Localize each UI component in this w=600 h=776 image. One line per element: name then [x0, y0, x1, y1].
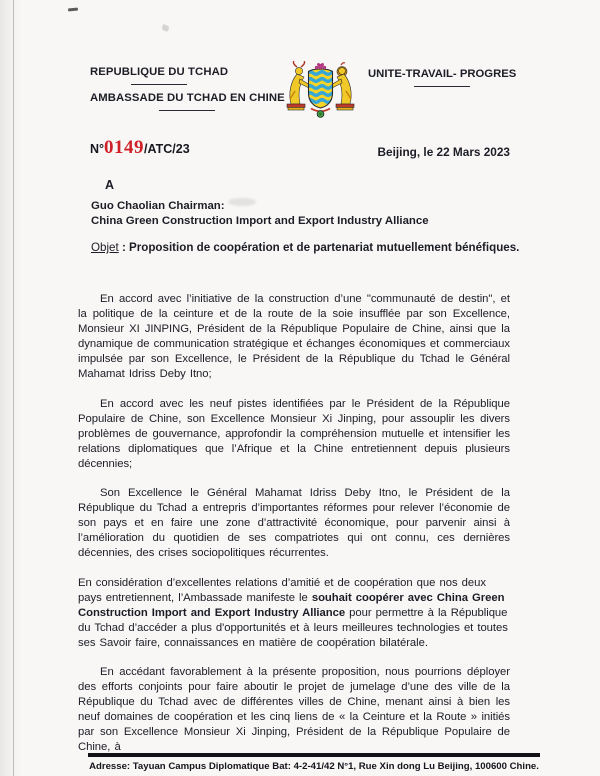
ref-prefix: N° — [90, 142, 105, 156]
subject-text: : Proposition de coopération et de partenariat mutuellement bénéfiques. — [118, 241, 520, 254]
scan-artifact-fleck — [161, 24, 170, 32]
paragraph-1: En accord avec l’initiative de la construction d’une "communauté de destin", et la politique de la ceinture et de la route de la soie insufflée par son Excellence, Monsieur XI JINPING, Président de la République Populaire de Chine, ainsi que la dynamique de communication stratégique et échanges économiques et commerciaux impulsée par son Excellence, le Président de la République du Tchad le Général Mahamat Idriss Deby Itno; — [78, 293, 510, 381]
embassy-name: AMBASSADE DU TCHAD EN CHINE — [90, 92, 285, 104]
paragraph-4-lead: En considération d’excellentes relations d’amitié et de coopération que nos deux pays entretiennent, l’Ambassade manifeste le — [78, 576, 486, 604]
reference-row — [90, 137, 510, 159]
ref-suffix: /ATC/23 — [144, 142, 190, 156]
ref-serial: 0149 — [104, 137, 145, 158]
reference-number — [90, 137, 190, 159]
subject-label: Objet — [91, 241, 119, 254]
paragraph-4 — [78, 576, 510, 651]
dateline: Beijing, le 22 Mars 2023 — [377, 145, 510, 159]
paragraph-4-tail: pour permettre à la République du Tchad d’accéder a plus d'opportunités et à leurs meilleures technologies et toutes ses Savoir faire, connaissances en matière de coopération bilatérale. — [78, 606, 508, 649]
addressee-block — [91, 199, 429, 229]
letterhead-left — [90, 66, 285, 118]
scan-artifact-dash — [68, 7, 78, 11]
footer-rule — [88, 753, 540, 757]
paragraph-2: En accord avec les neuf pistes identifiées par le Président de la République Populaire de Chine, son Excellence Monsieur Xi Jinping, pour assouplir les divers problèmes de gouvernance, approfondir la compréhension mutuelle et intensifier les relations diplomatiques que l’Afrique et la Chine entretiennent depuis plusieurs décennies; — [78, 397, 510, 470]
addressee-name: Guo Chaolian Chairman: — [91, 200, 225, 212]
letterhead-motto — [368, 68, 516, 94]
chad-coat-of-arms-icon — [283, 61, 358, 120]
divider — [414, 86, 470, 87]
addressee-organization: China Green Construction Import and Export Industry Alliance — [91, 215, 429, 227]
divider — [131, 84, 187, 85]
subject-line — [91, 240, 537, 255]
motto-text: UNITE-TRAVAIL- PROGRES — [368, 68, 517, 80]
country-name: REPUBLIQUE DU TCHAD — [90, 66, 229, 78]
footer-address: Adresse: Tayuan Campus Diplomatique Bat: 4-2-41/42 N°1, Rue Xin dong Lu Beijing, 100600 Chine. — [89, 760, 539, 772]
paragraph-4-bold: souhait coopérer avec China Green Construction Import and Export Industry Alliance — [78, 591, 505, 619]
salutation: A — [105, 178, 115, 192]
paragraph-3: Son Excellence le Général Mahamat Idriss Deby Itno, le Président de la République du Tchad a entrepris d’importantes réformes pour relever l’économie de son pays et en faire une zone d’attractivité économique, pour parvenir ainsi à l’amélioration du quotidien de ses compatriotes qui ont connu, ces dernières décennies, des crises sociopolitiques récurrentes. — [78, 487, 510, 560]
letter-body — [78, 292, 510, 770]
letter-footer — [88, 753, 540, 772]
paragraph-5: En accédant favorablement à la présente proposition, nous pourrions déployer des efforts conjoints pour faire aboutir le projet de jumelage d’une des ville de la République du Tchad avec de différentes villes de Chine, menant ainsi à bien les neuf domaines de coopération et les cinq liens de « la Ceinture et la Route » initiés par son Excellence Monsieur Xi Jinping, Président de la République Populaire de Chine, à — [78, 665, 510, 754]
divider — [159, 110, 215, 111]
